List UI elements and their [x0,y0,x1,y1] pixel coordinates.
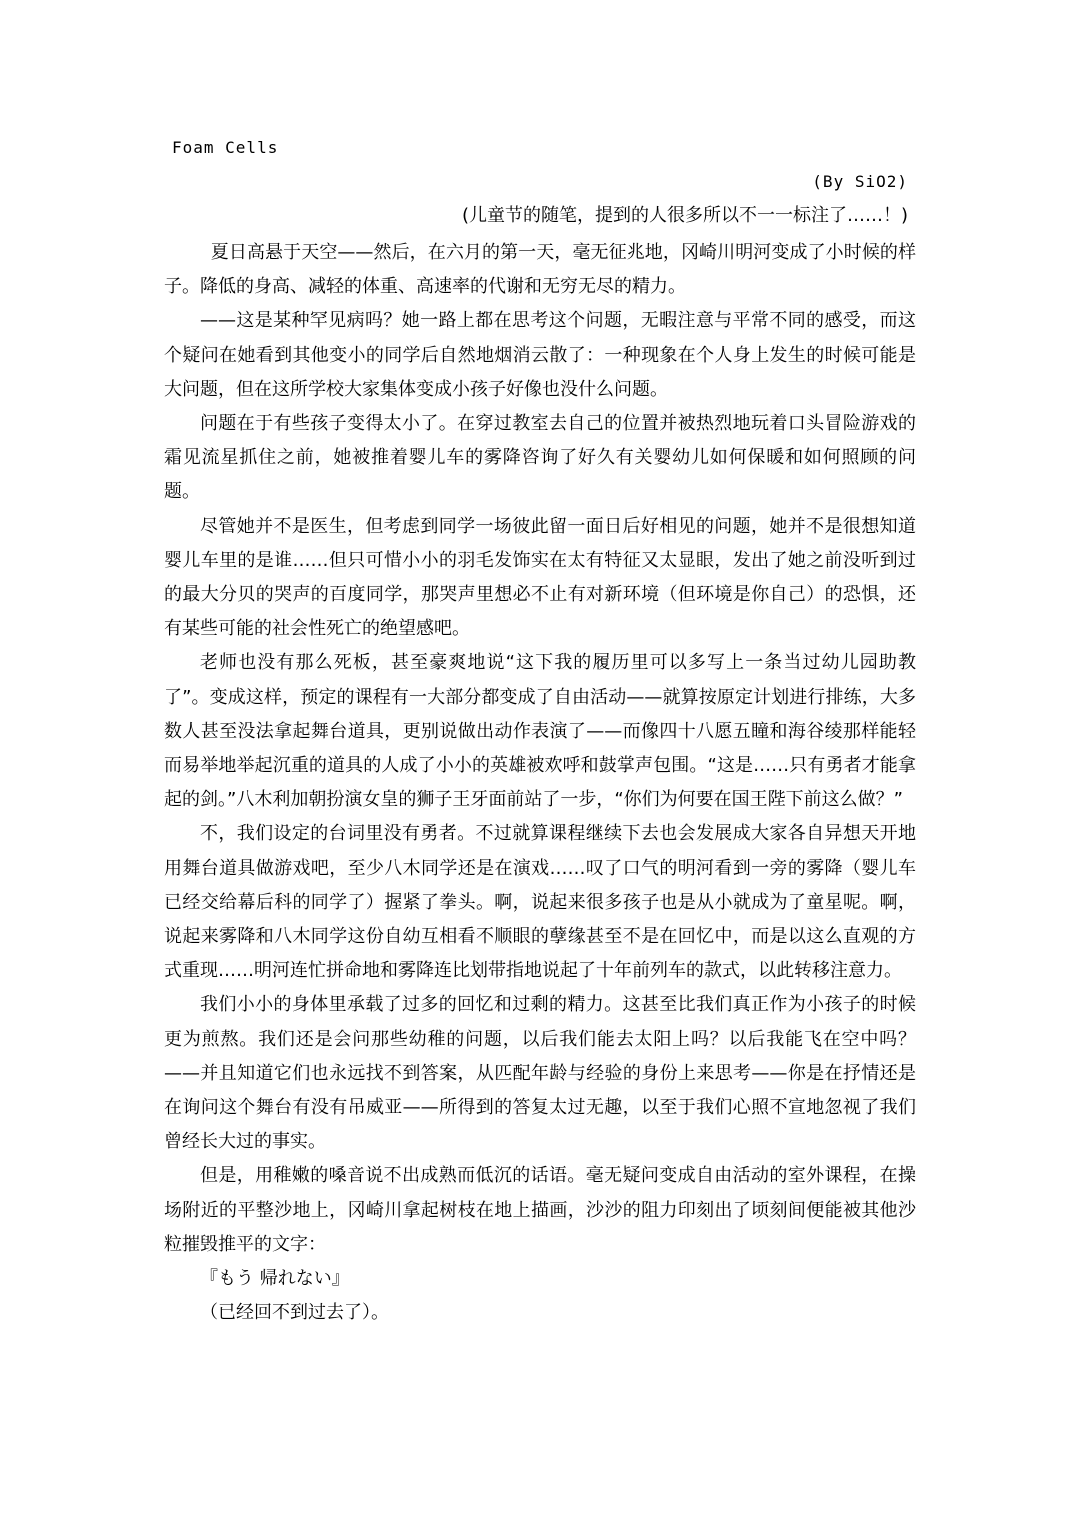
paragraph: 问题在于有些孩子变得太小了。在穿过教室去自己的位置并被热烈地玩着口头冒险游戏的霜见流星抓住之前，她被推着婴儿车的雾降咨询了好久有关婴幼儿如何保暖和如何照顾的问题。 [164,413,916,503]
author-byline: (By SiO2) [812,172,908,191]
document-title: Foam Cells [172,138,279,157]
paragraph: 老师也没有那么死板，甚至豪爽地说“这下我的履历里可以多写上一条当过幼儿园助教了”。变成这样，预定的课程有一大部分都变成了自由活动——就算按原定计划进行排练，大多数人甚至没法拿起舞台道具，更别说做出动作表演了——而像四十八愿五瞳和海谷绫那样能轻而易举地举起沉重的道具的人成了小小的英雄被欢呼和鼓掌声包围。“这是……只有勇者才能拿起的剑。”八木利加朝扮演女皇的狮子王牙面前站了一步，“你们为何要在国王陛下前这么做？” [164,652,916,811]
paragraph: 尽管她并不是医生，但考虑到同学一场彼此留一面日后好相见的问题，她并不是很想知道婴儿车里的是谁……但只可惜小小的羽毛发饰实在太有特征又太显眼，发出了她之前没听到过的最大分贝的哭声的百度同学，那哭声里想必不止有对新环境（但环境是你自己）的恐惧，还有某些可能的社会性死亡的绝望感吧。 [164,515,916,640]
paragraph: 但是，用稚嫩的嗓音说不出成熟而低沉的话语。毫无疑问变成自由活动的室外课程，在操场附近的平整沙地上，冈崎川拿起树枝在地上描画，沙沙的阻力印刻出了顷刻间便能被其他沙粒摧毁推平的文字： [164,1165,916,1255]
paragraph: 不，我们设定的台词里没有勇者。不过就算课程继续下去也会发展成大家各自异想天开地用舞台道具做游戏吧，至少八木同学还是在演戏……叹了口气的明河看到一旁的雾降（婴儿车已经交给幕后科的同学了）握紧了拳头。啊，说起来很多孩子也是从小就成为了童星呢。啊，说起来雾降和八木同学这份自幼互相看不顺眼的孽缘甚至不是在回忆中，而是以这么直观的方式重现……明河连忙拼命地和雾降连比划带指地说起了十年前列车的款式，以此转移注意力。 [164,823,916,982]
quote-translation: （已经回不到过去了）。 [200,1302,389,1324]
author-note: (儿童节的随笔，提到的人很多所以不一一标注了……！) [461,205,908,226]
paragraph: 夏日高悬于天空——然后，在六月的第一天，毫无征兆地，冈崎川明河变成了小时候的样子。降低的身高、减轻的体重、高速率的代谢和无穷无尽的精力。 [164,242,916,298]
paragraph: ——这是某种罕见病吗？她一路上都在思考这个问题，无暇注意与平常不同的感受，而这个疑问在她看到其他变小的同学后自然地烟消云散了：一种现象在个人身上发生的时候可能是大问题，但在这所学校大家集体变成小孩子好像也没什么问题。 [164,310,916,400]
paragraph: 我们小小的身体里承载了过多的回忆和过剩的精力。这甚至比我们真正作为小孩子的时候更为煎熬。我们还是会问那些幼稚的问题，以后我们能去太阳上吗？以后我能飞在空中吗？——并且知道它们也永远找不到答案，从匹配年龄与经验的身份上来思考——你是在抒情还是在询问这个舞台有没有吊威亚——所得到的答复太过无趣，以至于我们心照不宣地忽视了我们曾经长大过的事实。 [164,994,916,1153]
japanese-quote: 『もう 帰れない』 [200,1268,350,1290]
document-body [164,236,916,1331]
